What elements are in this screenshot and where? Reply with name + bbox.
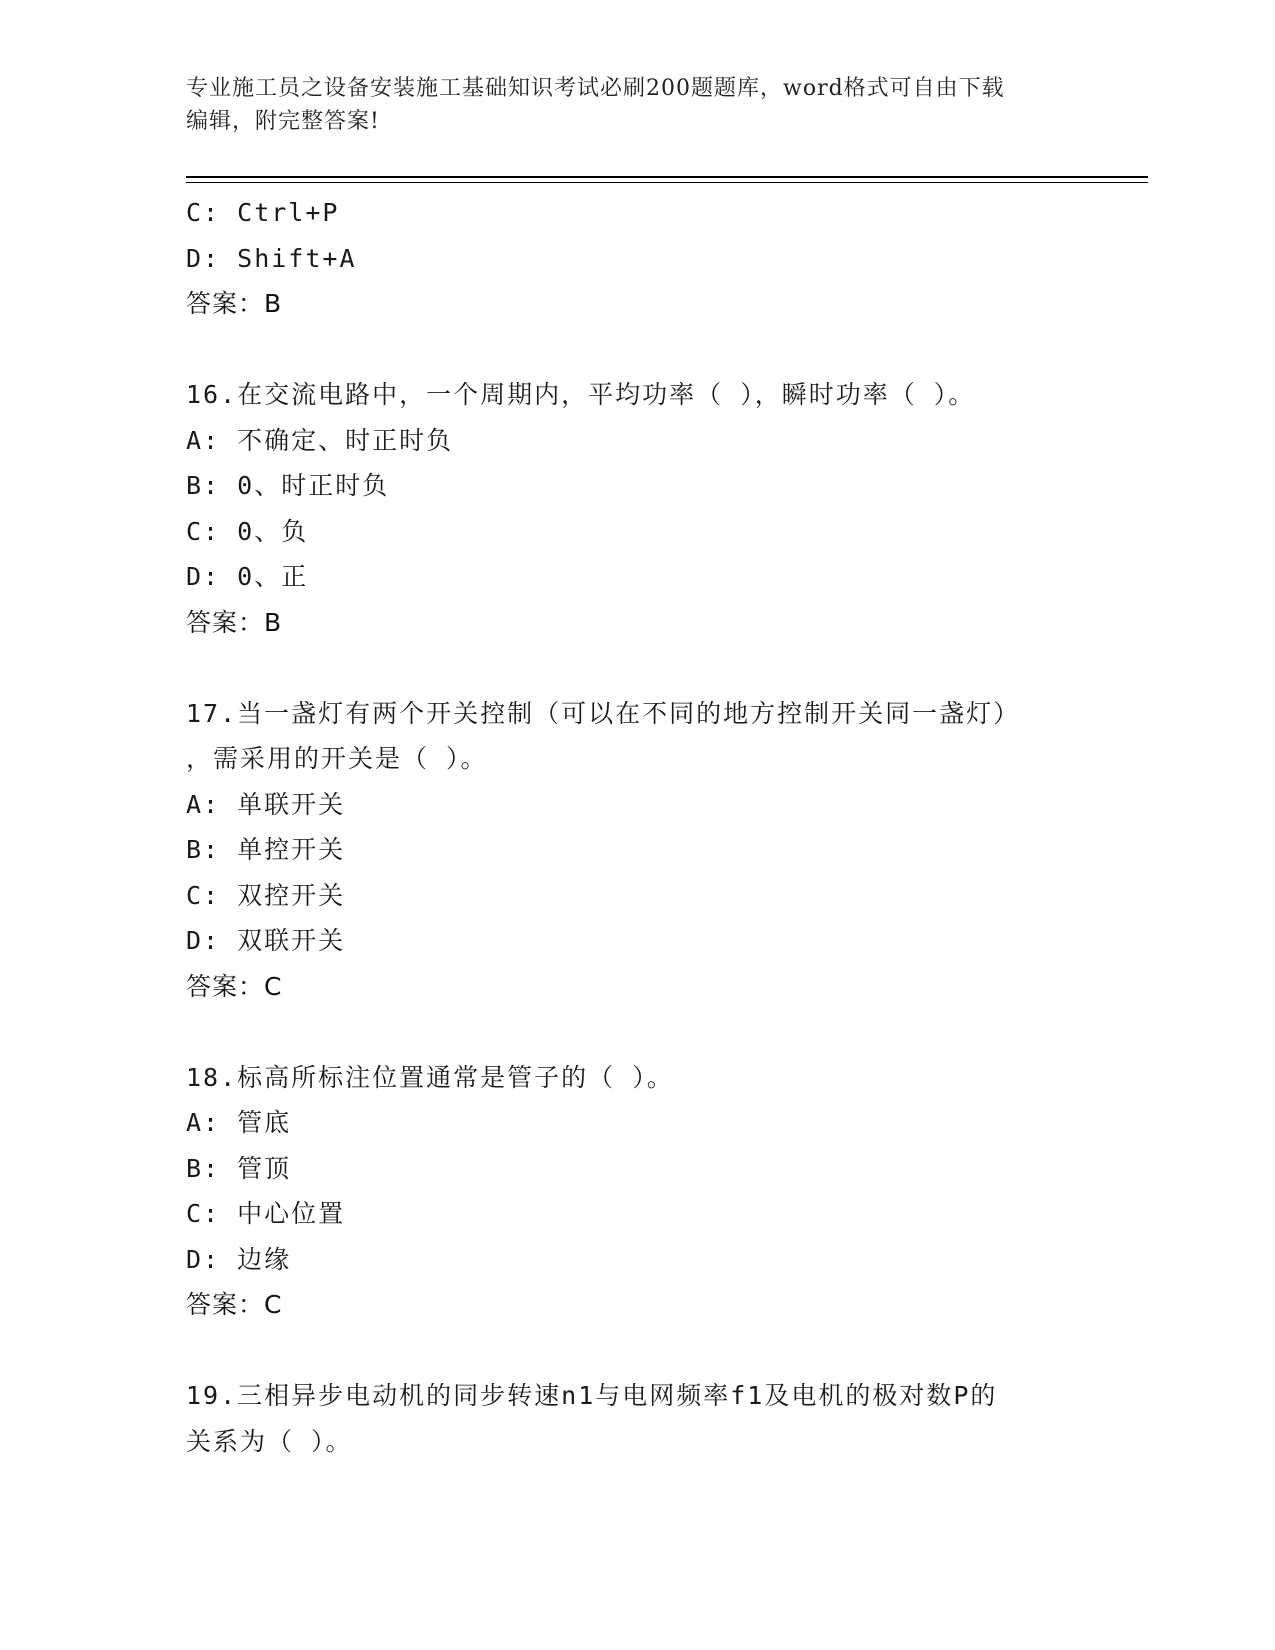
option-b: B: 0、时正时负 bbox=[186, 471, 390, 500]
answer-line: 答案：C bbox=[186, 1290, 283, 1319]
answer-line: 答案：B bbox=[186, 607, 283, 637]
question-block-17 bbox=[186, 691, 1086, 1010]
spacer bbox=[186, 645, 1086, 691]
question-block-19 bbox=[186, 1373, 1086, 1464]
header-divider-thick bbox=[186, 176, 1148, 178]
header-line-2: 编辑，附完整答案! bbox=[186, 109, 380, 134]
option-c: C: 0、负 bbox=[186, 516, 309, 546]
question-stem-continued: 关系为（ ）。 bbox=[186, 1426, 353, 1456]
question-block-18 bbox=[186, 1055, 1086, 1328]
option-a: A: 单联开关 bbox=[186, 789, 346, 819]
spacer bbox=[186, 1009, 1086, 1055]
document-body bbox=[186, 190, 1086, 1464]
page-header bbox=[186, 72, 1086, 138]
question-block-16 bbox=[186, 372, 1086, 645]
answer-line: 答案：B bbox=[186, 289, 283, 318]
question-block-15-partial bbox=[186, 190, 1086, 327]
option-d: D: Shift+A bbox=[186, 243, 357, 273]
header-divider-thin bbox=[186, 182, 1148, 183]
answer-line: 答案：C bbox=[186, 971, 283, 1001]
option-d: D: 0、正 bbox=[186, 562, 309, 591]
option-b: B: 管顶 bbox=[186, 1153, 292, 1183]
option-d: D: 边缘 bbox=[186, 1244, 292, 1274]
option-b: B: 单控开关 bbox=[186, 835, 346, 864]
option-c: C: 中心位置 bbox=[186, 1199, 346, 1228]
option-a: A: 管底 bbox=[186, 1108, 292, 1137]
option-c: C: Ctrl+P bbox=[186, 198, 340, 227]
question-stem: 18.标高所标注位置通常是管子的（ ）。 bbox=[186, 1062, 674, 1092]
header-line-1: 专业施工员之设备安装施工基础知识考试必刷200题题库，word格式可自由下载 bbox=[186, 76, 1005, 101]
question-stem-continued: ，需采用的开关是（ ）。 bbox=[186, 744, 488, 773]
spacer bbox=[186, 327, 1086, 373]
option-a: A: 不确定、时正时负 bbox=[186, 425, 454, 455]
option-d: D: 双联开关 bbox=[186, 926, 346, 955]
question-stem: 17.当一盏灯有两个开关控制（可以在不同的地方控制开关同一盏灯） bbox=[186, 698, 1021, 728]
spacer bbox=[186, 1328, 1086, 1374]
question-stem: 16.在交流电路中，一个周期内，平均功率（ ），瞬时功率（ ）。 bbox=[186, 380, 976, 409]
question-stem: 19.三相异步电动机的同步转速n1与电网频率f1及电机的极对数P的 bbox=[186, 1381, 998, 1410]
option-c: C: 双控开关 bbox=[186, 880, 346, 910]
